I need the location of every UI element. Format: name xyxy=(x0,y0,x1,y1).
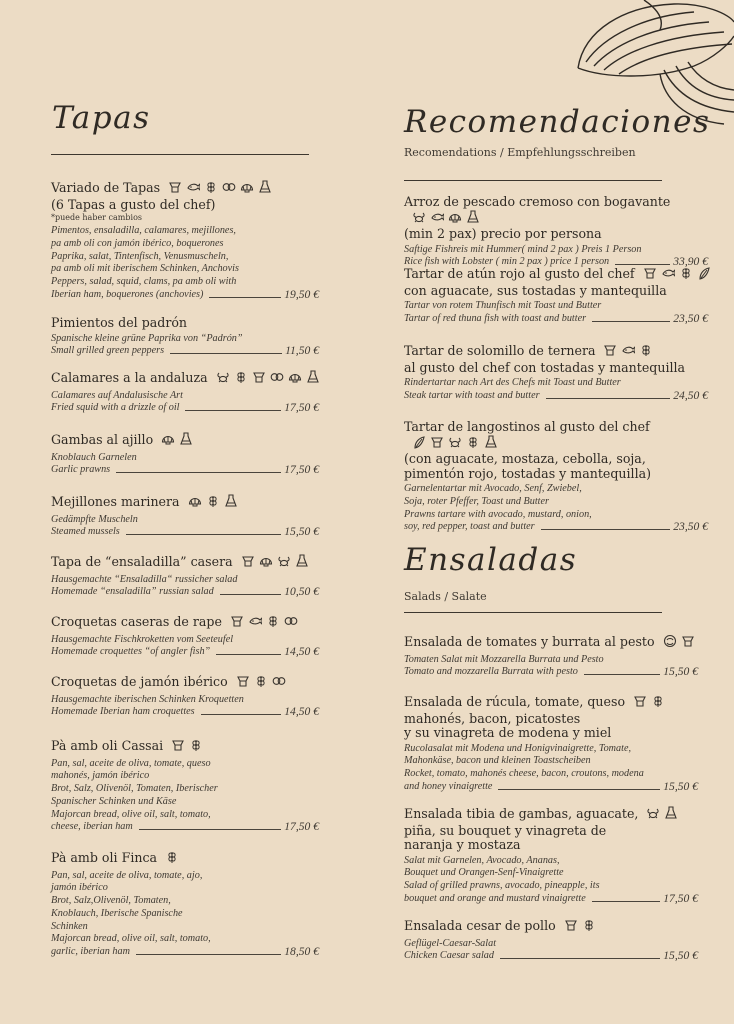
description-line: Bouquet und Orangen-Senf-Vinaigrette xyxy=(404,867,564,879)
egg-allergen-icon xyxy=(681,634,695,652)
description-line: cheese, iberian ham xyxy=(51,821,133,833)
gluten-allergen-icon xyxy=(266,614,280,632)
menu-item xyxy=(404,343,722,403)
description-line: Tomaten Salat mit Mozzarella Burrata und Pesto xyxy=(404,653,604,665)
dish-title xyxy=(404,284,722,299)
dish-title xyxy=(51,494,331,512)
dish-title xyxy=(404,195,722,227)
menu-item xyxy=(51,674,331,719)
description-line: Steak tartar with toast and butter xyxy=(404,389,540,401)
menu-item xyxy=(51,554,331,599)
ensaladas-subtitle: Salads / Salate xyxy=(404,590,487,603)
description-line: Tomato and mozzarella Burrata with pesto xyxy=(404,666,578,678)
description-line: Gedämpfte Muscheln xyxy=(51,513,138,525)
dish-title-text: piña, su bouquet y vinagreta de xyxy=(404,822,607,838)
description-line: Salad of grilled prawns, avocado, pineapple, its xyxy=(404,880,600,892)
dish-description xyxy=(404,654,722,680)
description-line: Iberian ham, boquerones (anchovies) xyxy=(51,288,204,300)
gluten-allergen-icon xyxy=(466,435,480,453)
price-leader-line xyxy=(541,529,671,530)
dish-title xyxy=(51,316,331,331)
dish-description xyxy=(51,634,331,660)
price-row xyxy=(51,402,319,415)
description-line: jamón ibérico xyxy=(51,882,108,894)
price-leader-line xyxy=(546,398,671,399)
price-row xyxy=(51,706,319,719)
dish-price: 15,50 € xyxy=(663,665,698,679)
price-leader-line xyxy=(209,297,281,298)
dish-description xyxy=(404,377,722,403)
price-leader-line xyxy=(592,321,670,322)
dish-title-text: Arroz de pescado cremoso con bogavante xyxy=(404,194,671,209)
fish-allergen-icon xyxy=(661,266,675,284)
price-row xyxy=(51,526,319,539)
allergen-icons xyxy=(646,806,678,824)
price-leader-line xyxy=(584,674,660,675)
description-line: garlic, iberian ham xyxy=(51,946,130,958)
egg-allergen-icon xyxy=(564,918,578,936)
shellfish-allergen-icon xyxy=(288,370,302,388)
dish-description xyxy=(404,300,722,326)
egg-allergen-icon xyxy=(230,614,244,632)
shellfish-allergen-icon xyxy=(448,210,462,228)
dish-price: 23,50 € xyxy=(673,311,708,325)
description-line: Chicken Caesar salad xyxy=(404,950,494,962)
lupin-allergen-icon xyxy=(222,180,236,198)
menu-item xyxy=(51,370,331,415)
milk-allergen-icon xyxy=(484,435,498,453)
dish-title-text: Gambas al ajillo xyxy=(51,432,154,447)
lupin-allergen-icon xyxy=(284,614,298,632)
allergen-icons xyxy=(643,266,711,284)
description-line: Majorcan bread, olive oil, salt, tomato, xyxy=(51,933,211,945)
price-leader-line xyxy=(220,594,281,595)
dish-description xyxy=(51,452,331,478)
mustard-allergen-icon xyxy=(697,266,711,284)
dish-title-text: Ensalada cesar de pollo xyxy=(404,918,556,933)
gluten-allergen-icon xyxy=(651,694,665,712)
dish-title xyxy=(404,452,722,467)
price-leader-line xyxy=(592,901,660,902)
menu-item xyxy=(404,634,722,679)
lupin-allergen-icon xyxy=(270,370,284,388)
price-row xyxy=(51,946,319,959)
dish-title-text: Pimientos del padrón xyxy=(51,315,188,330)
dish-title xyxy=(51,738,331,756)
dish-title-text: con aguacate, sus tostadas y mantequilla xyxy=(404,282,667,298)
dish-title xyxy=(51,554,331,572)
tapas-divider xyxy=(51,154,309,155)
dish-title-text: Pà amb oli Finca xyxy=(51,850,158,865)
gluten-allergen-icon xyxy=(679,266,693,284)
crustacean-allergen-icon xyxy=(412,210,426,228)
allergen-icons xyxy=(241,554,309,572)
dish-description xyxy=(51,758,331,835)
milk-allergen-icon xyxy=(179,432,193,450)
milk-allergen-icon xyxy=(295,554,309,572)
description-line: mahonés, jamón ibérico xyxy=(51,770,150,782)
allergen-icons xyxy=(168,180,272,198)
dish-title xyxy=(404,726,722,741)
description-line: Tartar of red thuna fish with toast and butter xyxy=(404,312,587,324)
price-leader-line xyxy=(170,353,282,354)
description-line: Prawns tartare with avocado, mustard, onion, xyxy=(404,508,592,520)
description-line: Homemade croquettes “of angler fish” xyxy=(51,646,211,658)
allergen-icons xyxy=(633,694,665,712)
description-line: Rice fish with Lobster ( min 2 pax ) price 1 person xyxy=(404,256,610,268)
price-leader-line xyxy=(201,714,282,715)
price-row xyxy=(51,345,319,358)
dish-description xyxy=(404,938,722,964)
egg-allergen-icon xyxy=(603,343,617,361)
description-line: Hausgemachte Fischkroketten vom Seeteufel xyxy=(51,633,234,645)
description-line: Pan, sal, aceite de oliva, tomate, queso xyxy=(51,757,211,769)
description-line: Small grilled green peppers xyxy=(51,345,165,357)
description-line: Steamed mussels xyxy=(51,526,120,538)
menu-item xyxy=(51,850,331,959)
gluten-allergen-icon xyxy=(165,850,179,868)
dish-title xyxy=(51,180,331,198)
description-line: Fried squid with a drizzle of oil xyxy=(51,402,180,414)
dish-title-text: Tartar de langostinos al gusto del chef xyxy=(404,419,650,434)
description-line: Knoblauch, Iberische Spanische xyxy=(51,907,183,919)
description-line: Brot, Salz, Olivenöl, Tomaten, Iberischer xyxy=(51,783,218,795)
dish-title-text: (con aguacate, mostaza, cebolla, soja, xyxy=(404,451,646,466)
price-row xyxy=(404,950,698,963)
dish-title-text: Croquetas de jamón ibérico xyxy=(51,674,228,689)
price-row xyxy=(51,464,319,477)
crustacean-allergen-icon xyxy=(646,806,660,824)
egg-allergen-icon xyxy=(430,435,444,453)
ensaladas-divider xyxy=(404,612,662,613)
description-line: Hausgemachte iberischen Schinken Kroquetten xyxy=(51,693,244,705)
crustacean-allergen-icon xyxy=(277,554,291,572)
dish-title xyxy=(404,634,722,652)
dish-price: 15,50 € xyxy=(284,525,319,539)
egg-allergen-icon xyxy=(241,554,255,572)
dish-title xyxy=(404,918,722,936)
dish-description xyxy=(51,225,331,302)
dish-title xyxy=(404,806,722,824)
price-leader-line xyxy=(615,264,670,265)
dish-title xyxy=(51,198,331,213)
recomendaciones-divider xyxy=(404,180,662,181)
price-row xyxy=(51,586,319,599)
dish-description xyxy=(51,390,331,416)
egg-allergen-icon xyxy=(171,738,185,756)
description-line: Mahonkäse, bacon und kleinen Toastscheiben xyxy=(404,755,591,767)
dish-title xyxy=(404,694,722,712)
menu-item xyxy=(51,494,331,539)
dish-title-text: y su vinagreta de modena y miel xyxy=(404,725,612,740)
price-row xyxy=(404,313,708,326)
dish-title xyxy=(51,614,331,632)
menu-item xyxy=(51,614,331,659)
shellfish-allergen-icon xyxy=(188,494,202,512)
dish-price: 17,50 € xyxy=(284,401,319,415)
description-line: Homemade Iberian ham croquettes xyxy=(51,706,195,718)
gluten-allergen-icon xyxy=(206,494,220,512)
allergen-icons xyxy=(603,343,653,361)
dish-description xyxy=(404,743,722,794)
allergen-icons xyxy=(663,634,695,652)
menu-item xyxy=(51,432,331,477)
dish-title-text: Ensalada de rúcula, tomate, queso xyxy=(404,694,626,709)
description-line: Garnelentartar mit Avocado, Senf, Zwiebel, xyxy=(404,483,582,494)
price-row xyxy=(51,289,319,302)
fish-allergen-icon xyxy=(621,343,635,361)
dish-title xyxy=(404,420,722,452)
ensaladas-heading: Ensaladas xyxy=(404,542,578,578)
description-line: Geflügel-Caesar-Salat xyxy=(404,937,497,949)
lupin-allergen-icon xyxy=(272,674,286,692)
dish-title xyxy=(51,370,331,388)
price-row xyxy=(51,821,319,834)
dish-title xyxy=(51,674,331,692)
nuts-allergen-icon xyxy=(663,634,677,652)
price-leader-line xyxy=(498,789,660,790)
shellfish-allergen-icon xyxy=(259,554,273,572)
price-row xyxy=(404,781,698,794)
dish-title-text: (6 Tapas a gusto del chef) xyxy=(51,196,216,212)
allergen-icons xyxy=(216,370,320,388)
description-line: Pimentos, ensaladilla, calamares, mejillones, xyxy=(51,225,236,236)
price-leader-line xyxy=(139,829,281,830)
gluten-allergen-icon xyxy=(204,180,218,198)
dish-title-text: pimentón rojo, tostadas y mantequilla) xyxy=(404,465,652,481)
crustacean-allergen-icon xyxy=(216,370,230,388)
description-line: Homemade “ensaladilla” russian salad xyxy=(51,586,214,598)
dish-price: 18,50 € xyxy=(284,945,319,959)
dish-price: 23,50 € xyxy=(673,520,708,534)
allergen-icons xyxy=(236,674,286,692)
dish-title xyxy=(51,432,331,450)
description-line: Paprika, salat, Tintenfisch, Venusmuscheln, xyxy=(51,250,229,262)
gluten-allergen-icon xyxy=(582,918,596,936)
menu-item xyxy=(51,738,331,834)
menu-item xyxy=(404,195,722,269)
egg-allergen-icon xyxy=(633,694,647,712)
dish-description xyxy=(404,483,722,534)
menu-item xyxy=(51,180,331,302)
description-line: Calamares auf Andalusische Art xyxy=(51,389,183,401)
description-line: Peppers, salad, squid, clams, pa amb oli with xyxy=(51,276,237,288)
dish-title-text: Calamares a la andaluza xyxy=(51,370,208,385)
description-line: bouquet and orange and mustard vinaigrette xyxy=(404,892,586,904)
dish-title xyxy=(404,343,722,361)
dish-price: 17,50 € xyxy=(284,820,319,834)
allergen-icons xyxy=(412,435,498,453)
description-line: Soja, roter Pfeffer, Toast und Butter xyxy=(404,495,549,507)
dish-title-text: Tapa de “ensaladilla” casera xyxy=(51,554,233,569)
description-line: Tartar von rotem Thunfisch mit Toast und Butter xyxy=(404,300,602,311)
dish-title xyxy=(404,824,722,839)
description-line: Rindertartar nach Art des Chefs mit Toast und Butter xyxy=(404,377,621,388)
recomendaciones-subtitle: Recomendations / Empfehlungsschreiben xyxy=(404,146,636,159)
price-leader-line xyxy=(185,410,281,411)
allergen-icons xyxy=(171,738,203,756)
dish-title xyxy=(51,850,331,868)
dish-title xyxy=(404,361,722,376)
description-line: Salat mit Garnelen, Avocado, Ananas, xyxy=(404,854,560,866)
description-line: Knoblauch Garnelen xyxy=(51,451,137,463)
dish-title-text: Croquetas caseras de rape xyxy=(51,614,222,629)
allergen-icons xyxy=(412,210,480,228)
description-line: Schinken xyxy=(51,920,88,932)
allergen-icons xyxy=(165,850,179,868)
dish-description xyxy=(51,574,331,600)
dish-title-text: al gusto del chef con tostadas y mantequilla xyxy=(404,359,686,375)
description-line: Pan, sal, aceite de oliva, tomate, ajo, xyxy=(51,869,203,881)
milk-allergen-icon xyxy=(258,180,272,198)
egg-allergen-icon xyxy=(643,266,657,284)
dish-price: 24,50 € xyxy=(673,388,708,402)
dish-price: 14,50 € xyxy=(284,645,319,659)
dish-title-text: Ensalada de tomates y burrata al pesto xyxy=(404,634,655,649)
allergen-icons xyxy=(230,614,298,632)
price-row xyxy=(404,893,698,906)
dish-note: *puede haber cambios xyxy=(51,213,142,222)
dish-price: 17,50 € xyxy=(284,463,319,477)
fish-allergen-icon xyxy=(186,180,200,198)
recomendaciones-heading: Recomendaciones xyxy=(404,104,711,140)
description-line: Hausgemachte “Ensaladilla“ russicher salad xyxy=(51,573,238,585)
dish-price: 11,50 € xyxy=(285,344,319,358)
menu-item xyxy=(51,316,331,358)
milk-allergen-icon xyxy=(466,210,480,228)
dish-title-text: mahonés, bacon, picatostes xyxy=(404,710,581,726)
gluten-allergen-icon xyxy=(254,674,268,692)
egg-allergen-icon xyxy=(252,370,266,388)
dish-description xyxy=(404,855,722,906)
allergen-icons xyxy=(188,494,238,512)
milk-allergen-icon xyxy=(306,370,320,388)
dish-description xyxy=(51,333,331,359)
price-row xyxy=(404,666,698,679)
dish-price: 14,50 € xyxy=(284,705,319,719)
tapas-heading: Tapas xyxy=(52,100,151,136)
egg-allergen-icon xyxy=(236,674,250,692)
dish-title-text: Variado de Tapas xyxy=(51,180,161,195)
allergen-icons xyxy=(564,918,596,936)
description-line: Rucolasalat mit Modena und Honigvinaigrette, Tomate, xyxy=(404,742,632,754)
fish-allergen-icon xyxy=(248,614,262,632)
milk-allergen-icon xyxy=(224,494,238,512)
description-line: Saftige Fishreis mit Hummer( mind 2 pax ) Preis 1 Person xyxy=(404,243,642,255)
gluten-allergen-icon xyxy=(189,738,203,756)
allergen-icons xyxy=(161,432,193,450)
description-line: Spanische kleine grüne Paprika von “Padrón” xyxy=(51,332,243,344)
shellfish-allergen-icon xyxy=(240,180,254,198)
dish-title-text: Mejillones marinera xyxy=(51,494,180,509)
price-row xyxy=(404,521,708,534)
fish-allergen-icon xyxy=(430,210,444,228)
dish-price: 15,50 € xyxy=(663,949,698,963)
dish-title-text: Tartar de solomillo de ternera xyxy=(404,343,596,358)
price-leader-line xyxy=(126,534,281,535)
milk-allergen-icon xyxy=(664,806,678,824)
dish-price: 15,50 € xyxy=(663,779,698,793)
price-row xyxy=(51,646,319,659)
description-line: Majorcan bread, olive oil, salt, tomato, xyxy=(51,808,211,820)
dish-title-text: Ensalada tibia de gambas, aguacate, xyxy=(404,806,639,821)
description-line: and honey vinaigrette xyxy=(404,780,493,792)
dish-title xyxy=(404,712,722,727)
price-leader-line xyxy=(116,472,281,473)
price-leader-line xyxy=(500,958,660,959)
egg-allergen-icon xyxy=(168,180,182,198)
description-line: Spanischer Schinken und Käse xyxy=(51,795,177,807)
dish-description xyxy=(51,694,331,720)
menu-item xyxy=(404,694,722,794)
description-line: soy, red pepper, toast and butter xyxy=(404,521,535,533)
gluten-allergen-icon xyxy=(234,370,248,388)
dish-description xyxy=(51,514,331,540)
dish-price: 33,90 € xyxy=(673,255,708,269)
dish-title-text: Tartar de atún rojo al gusto del chef xyxy=(404,266,635,281)
dish-title-text: naranja y mostaza xyxy=(404,837,521,852)
price-row xyxy=(404,390,708,403)
dish-price: 19,50 € xyxy=(284,287,319,301)
dish-title xyxy=(404,266,722,284)
price-leader-line xyxy=(136,954,281,955)
menu-item xyxy=(404,918,722,963)
dish-description xyxy=(51,870,331,960)
dish-title xyxy=(404,467,722,482)
shellfish-allergen-icon xyxy=(161,432,175,450)
menu-item xyxy=(404,420,722,534)
dish-title-text: Pà amb oli Cassai xyxy=(51,738,164,753)
price-leader-line xyxy=(216,654,281,655)
dish-price: 17,50 € xyxy=(663,891,698,905)
description-line: pa amb oli con jamón ibérico, boquerones xyxy=(51,237,224,249)
description-line: pa amb oli mit iberischem Schinken, Anchovis xyxy=(51,263,239,275)
description-line: Brot, Salz,Olivenöl, Tomaten, xyxy=(51,895,171,907)
menu-item xyxy=(404,266,722,326)
dish-title-text: (min 2 pax) precio por persona xyxy=(404,226,602,241)
dish-price: 10,50 € xyxy=(284,585,319,599)
description-line: Rocket, tomato, mahonés cheese, bacon, croutons, modena xyxy=(404,768,644,780)
gluten-allergen-icon xyxy=(639,343,653,361)
dish-title xyxy=(404,838,722,853)
mustard-allergen-icon xyxy=(412,435,426,453)
description-line: Garlic prawns xyxy=(51,464,111,476)
menu-item xyxy=(404,806,722,906)
crustacean-allergen-icon xyxy=(448,435,462,453)
dish-title xyxy=(404,227,722,242)
